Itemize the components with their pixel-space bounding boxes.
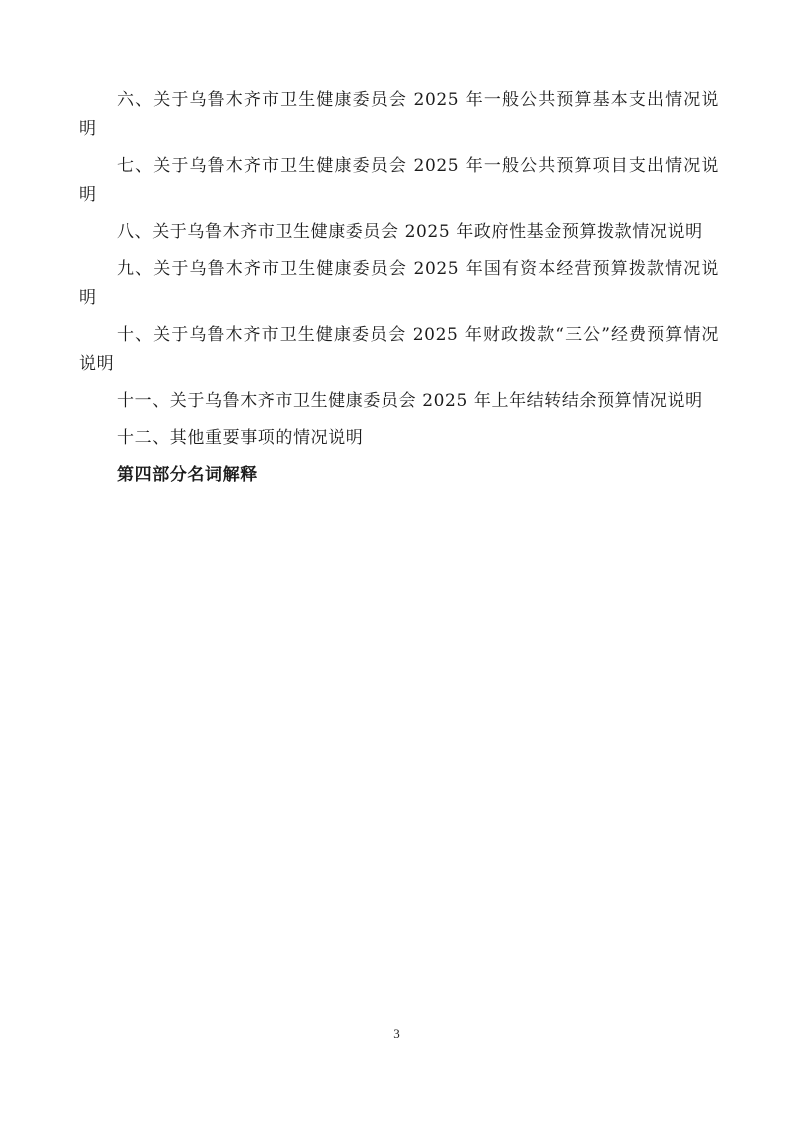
toc-item-8: 八、关于乌鲁木齐市卫生健康委员会 2025 年政府性基金预算拨款情况说明 — [117, 222, 703, 242]
section-heading: 第四部分名词解释 — [117, 465, 258, 485]
page-number: 3 — [393, 1026, 400, 1041]
toc-item-10: 十、关于乌鲁木齐市卫生健康委员会 2025 年财政拨款“三公”经费预算情况说明 — [79, 325, 719, 374]
toc-item-12: 十二、其他重要事项的情况说明 — [117, 428, 364, 448]
toc-item-6: 六、关于乌鲁木齐市卫生健康委员会 2025 年一般公共预算基本支出情况说明 — [79, 90, 719, 139]
toc-item-11: 十一、关于乌鲁木齐市卫生健康委员会 2025 年上年结转结余预算情况说明 — [117, 391, 703, 411]
toc-item-7: 七、关于乌鲁木齐市卫生健康委员会 2025 年一般公共预算项目支出情况说明 — [79, 156, 719, 205]
page-content — [79, 86, 719, 490]
toc-item-9: 九、关于乌鲁木齐市卫生健康委员会 2025 年国有资本经营预算拨款情况说明 — [79, 259, 719, 308]
